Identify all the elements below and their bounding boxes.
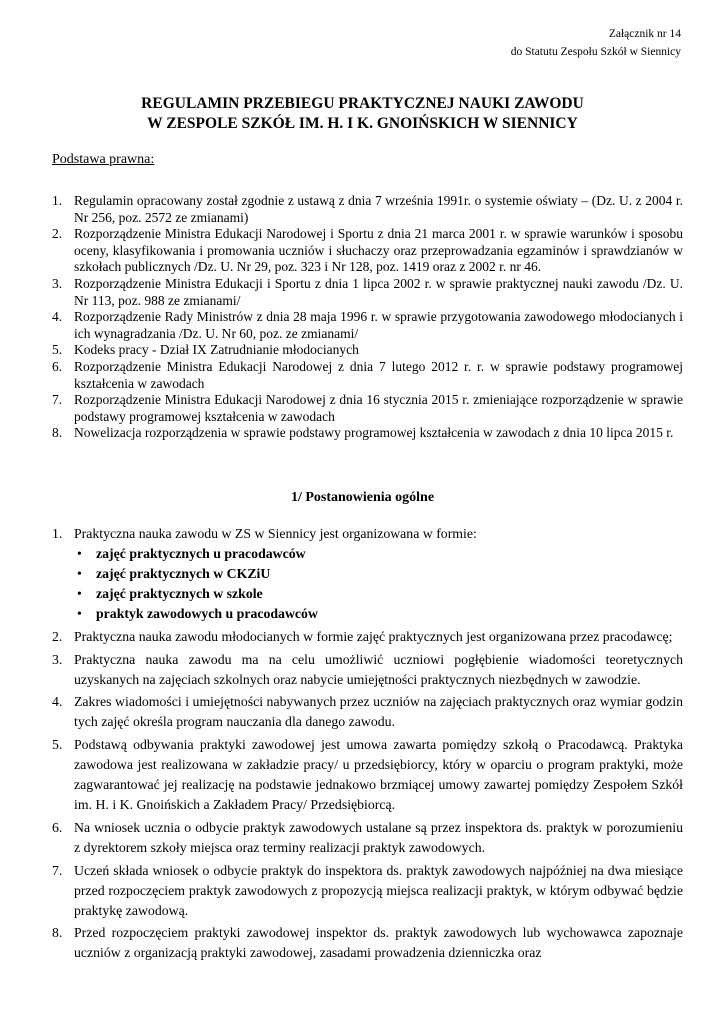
- item-text: Praktyczna nauka zawodu młodocianych w formie zajęć praktycznych jest organizowana przez pracodawcę;: [74, 628, 673, 644]
- legal-basis-item: [52, 309, 683, 342]
- bullet-icon: •: [77, 606, 82, 622]
- bullet-icon: •: [77, 566, 82, 582]
- item-number: 7.: [52, 392, 63, 408]
- document-title: [0, 94, 725, 134]
- item-text: Rozporządzenie Ministra Edukacji i Sportu z dnia 1 lipca 2002 r. w sprawie praktycznej nauki zawodu /Dz. U. Nr 113, poz. 988 ze zmianami/: [74, 275, 683, 308]
- item-text: Rozporządzenie Ministra Edukacji Narodowej z dnia 16 stycznia 2015 r. zmieniające rozporządzenie w sprawie podstawy programowej kształcenia w zawodach: [74, 392, 683, 424]
- item-text: Rozporządzenie Ministra Edukacji Narodowej i Sportu z dnia 21 marca 2001 r. w sprawie warunków i sposobu oceny, klasyfikowania i promowania uczniów i słuchaczy oraz przeprowadzania egzaminów i sprawdzianów w szkołach publicznych /Dz. U. Nr 29, poz. 323 i Nr 128, poz. 1419 oraz z 2002 r. nr 46.: [74, 226, 683, 275]
- item-number: 1.: [52, 193, 63, 208]
- legal-basis-item: [52, 342, 683, 359]
- provision-item: [52, 627, 683, 647]
- item-number: 8.: [52, 925, 63, 941]
- item-number: 3.: [52, 275, 63, 291]
- item-number: 4.: [52, 309, 63, 325]
- bullet-text: zajęć praktycznych u pracodawców: [96, 546, 306, 562]
- item-number: 5.: [52, 342, 63, 358]
- item-number: 1.: [52, 526, 63, 541]
- item-text: Zakres wiadomości i umiejętności nabywanych przez uczniów na zajęciach praktycznych oraz wymiar godzin tych zajęć określa program nauczania dla danego zawodu.: [74, 694, 683, 730]
- bullet-item: [74, 544, 683, 564]
- item-text: Praktyczna nauka zawodu ma na celu umożliwić uczniowi pogłębienie wiadomości teoretycznych uzyskanych na zajęciach szkolnych oraz nabycie umiejętności praktycznych niezbędnych w zawodzie.: [74, 651, 683, 687]
- item-text: Nowelizacja rozporządzenia w sprawie podstawy programowej kształcenia w zawodach z dnia 10 lipca 2015 r.: [74, 425, 674, 441]
- legal-basis-item: [52, 193, 683, 226]
- item-number: 6.: [52, 819, 63, 835]
- legal-basis-item: [52, 392, 683, 425]
- legal-basis-item: [52, 359, 683, 392]
- item-number: 3.: [52, 651, 63, 667]
- provision-item: [52, 735, 683, 815]
- item-text: Na wniosek ucznia o odbycie praktyk zawodowych ustalane są przez inspektora ds. praktyk w porozumieniu z dyrektorem szkoły miejsca oraz terminy realizacji praktyk zawodowych.: [74, 819, 683, 855]
- bullet-text: zajęć praktycznych w CKZiU: [96, 566, 271, 582]
- item-number: 5.: [52, 736, 63, 752]
- bullet-text: zajęć praktycznych w szkole: [96, 586, 263, 602]
- provision-item: [52, 861, 683, 921]
- forms-bullet-list: [74, 544, 683, 624]
- item-number: 2.: [52, 628, 63, 644]
- bullet-item: [74, 604, 683, 624]
- legal-basis-item: [52, 276, 683, 309]
- annex-note: [511, 25, 681, 61]
- bullet-text: praktyk zawodowych u pracodawców: [96, 606, 318, 622]
- legal-basis-item: [52, 425, 683, 442]
- item-text: Rozporządzenie Rady Ministrów z dnia 28 maja 1996 r. w sprawie przygotowania zawodowego młodocianych i ich wynagradzania /Dz. U. Nr 60, poz. ze zmianami/: [74, 309, 683, 341]
- item-text: Praktyczna nauka zawodu w ZS w Siennicy jest organizowana w formie:: [74, 526, 477, 541]
- legal-basis-item: [52, 226, 683, 276]
- item-text: Podstawą odbywania praktyki zawodowej jest umowa zawarta pomiędzy szkołą o Pracodawcą. Praktyka zawodowa jest realizowana w zakładzie pracy/ u przedsiębiorcy, który w oparciu o program praktyki, może zagwarantować jej realizację na podstawie jednakowo brzmiącej umowy zawartej pomiędzy Zespołem Szkół im. H. i K. Gnoińskich a Zakładem Pracy/ Przedsiębiorcą.: [74, 736, 683, 813]
- provision-item: [52, 650, 683, 690]
- title-line-2: W ZESPOLE SZKÓŁ IM. H. I K. GNOIŃSKICH W SIENNICY: [147, 115, 578, 132]
- item-text: Rozporządzenie Ministra Edukacji Narodowej z dnia 7 lutego 2012 r. r. w sprawie podstawy programowej kształcenia w zawodach: [74, 358, 683, 391]
- item-text: Uczeń składa wniosek o odbycie praktyk do inspektora ds. praktyk zawodowych najpóźniej na dwa miesiące przed rozpoczęciem praktyk zawodowych z propozycją miejsca realizacji praktyk, w którym odbywać będzie praktykę zawodową.: [74, 862, 683, 918]
- bullet-icon: •: [77, 546, 82, 562]
- section-heading: 1/ Postanowienia ogólne: [290, 490, 435, 505]
- item-number: 2.: [52, 226, 63, 242]
- general-provisions-list: [52, 524, 683, 966]
- item-number: 6.: [52, 358, 63, 374]
- item-number: 7.: [52, 862, 63, 878]
- annex-line-1: Załącznik nr 14: [608, 28, 681, 40]
- item-number: 8.: [52, 425, 63, 441]
- bullet-icon: •: [77, 586, 82, 602]
- annex-line-2: do Statutu Zespołu Szkół w Siennicy: [510, 46, 681, 58]
- legal-basis-heading: Podstawa prawna:: [52, 152, 155, 167]
- item-text: Kodeks pracy - Dział IX Zatrudnianie młodocianych: [74, 342, 359, 358]
- bullet-item: [74, 564, 683, 584]
- legal-basis-list: [52, 193, 683, 442]
- item-text: Regulamin opracowany został zgodnie z ustawą z dnia 7 września 1991r. o systemie oświaty – (Dz. U. z 2004 r. Nr 256, poz. 2572 ze zmianami): [74, 193, 683, 225]
- provision-item: [52, 524, 683, 624]
- provision-item: [52, 818, 683, 858]
- item-number: 4.: [52, 694, 63, 710]
- bullet-item: [74, 584, 683, 604]
- item-text: Przed rozpoczęciem praktyki zawodowej inspektor ds. praktyk zawodowych lub wychowawca zapoznaje uczniów z organizacją praktyki zawodowej, zasadami prowadzenia dzienniczka oraz: [74, 925, 683, 961]
- provision-item: [52, 923, 683, 963]
- title-line-1: REGULAMIN PRZEBIEGU PRAKTYCZNEJ NAUKI ZAWODU: [141, 95, 584, 112]
- provision-item: [52, 692, 683, 732]
